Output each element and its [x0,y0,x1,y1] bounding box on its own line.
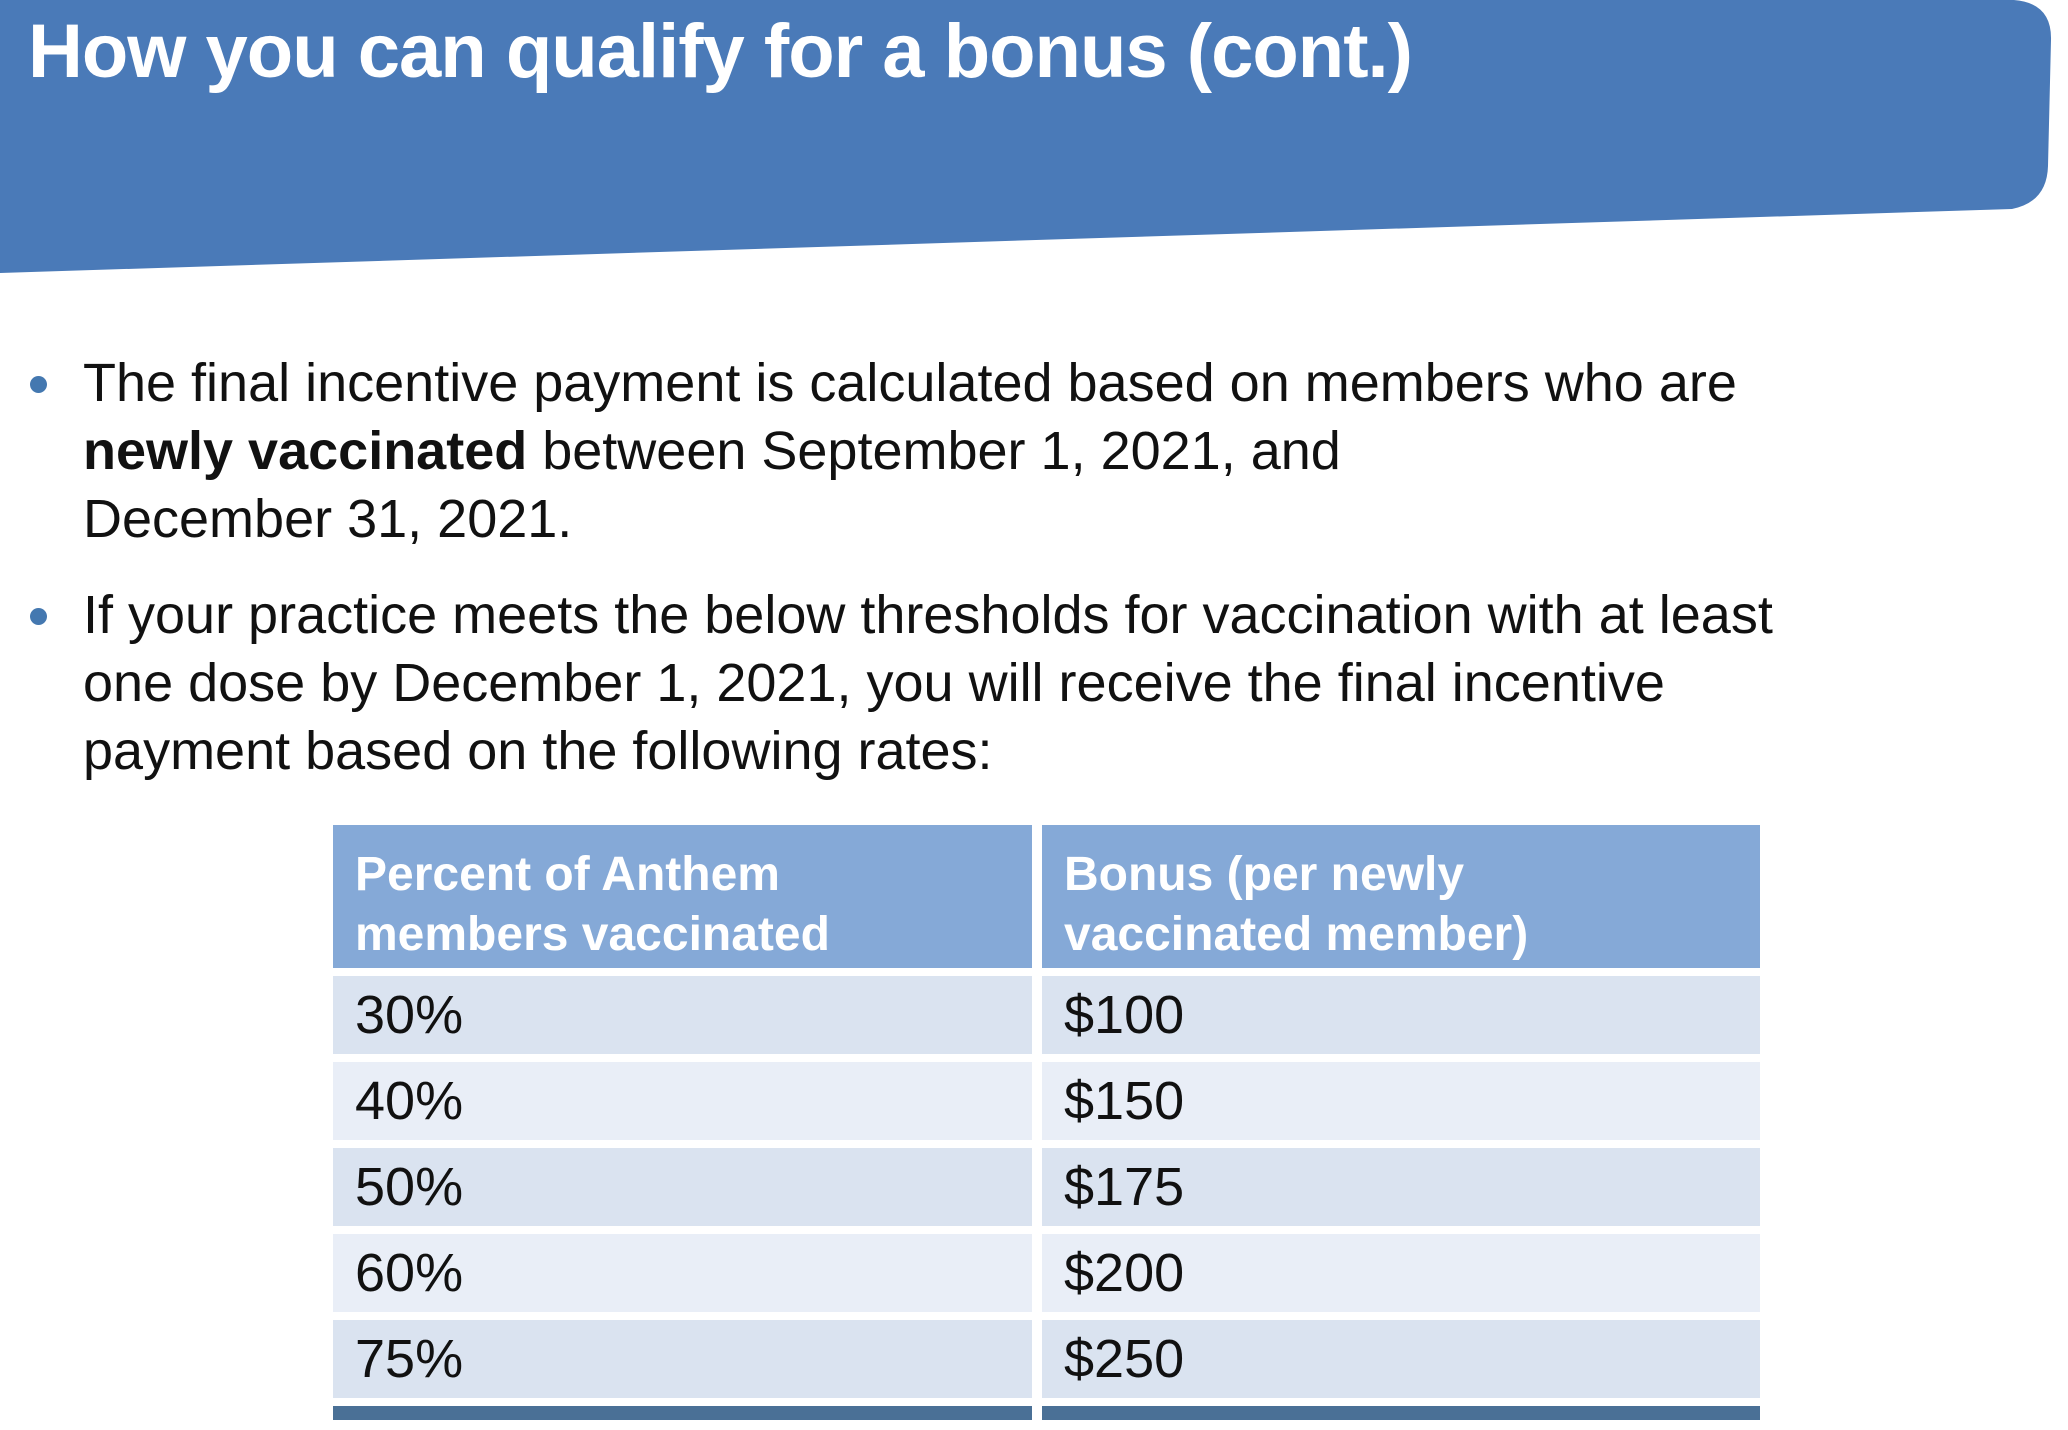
table-cell-bonus: $150 [1042,1062,1760,1140]
table-row [333,1234,1760,1312]
table-row [333,1148,1760,1226]
table-header-line: Percent of Anthem [355,848,780,901]
table-cell-percent: 40% [333,1062,1032,1140]
bullet-text [83,349,1737,553]
bullet-text-bold-segment: newly vaccinated [83,421,528,481]
bullet-text [83,581,1773,785]
table-header-cell [1042,825,1760,968]
bullet-list [22,349,2032,813]
table-row [333,1062,1760,1140]
bonus-rates-table [333,825,1760,1420]
table-cell-percent: 60% [333,1234,1032,1312]
table-header-line: Bonus (per newly [1064,848,1465,901]
bullet-dot-icon [30,608,47,625]
bullet-text-segment: one dose by December 1, 2021, you will receive the final incentive [83,653,1665,713]
bullet-text-segment: The final incentive payment is calculated based on members who are [83,353,1737,413]
bullet-text-segment: December 31, 2021. [83,489,573,549]
table-row [333,976,1760,1054]
table-header-line: members vaccinated [355,908,830,961]
table-row [333,1320,1760,1398]
table-header-row [333,825,1760,968]
bullet-dot-icon [30,376,47,393]
table-header-line: vaccinated member) [1064,908,1529,961]
table-cell-percent: 30% [333,976,1032,1054]
bullet-text-segment: If your practice meets the below thresholds for vaccination with at least [83,585,1773,645]
table-cell-bonus: $200 [1042,1234,1760,1312]
table-bottom-bar [333,1406,1760,1420]
table-header-cell [333,825,1032,968]
bullet-text-segment: between September 1, 2021, and [527,421,1341,481]
page-title: How you can qualify for a bonus (cont.) [28,9,1412,94]
table-cell-bonus: $175 [1042,1148,1760,1226]
table-bottom-bar-segment [333,1406,1032,1420]
bullet-item [22,349,2032,553]
bullet-item [22,581,2032,785]
table-bottom-bar-segment [1042,1406,1760,1420]
table-cell-bonus: $100 [1042,976,1760,1054]
table-cell-bonus: $250 [1042,1320,1760,1398]
bullet-text-segment: payment based on the following rates: [83,721,993,781]
table-cell-percent: 50% [333,1148,1032,1226]
table-cell-percent: 75% [333,1320,1032,1398]
